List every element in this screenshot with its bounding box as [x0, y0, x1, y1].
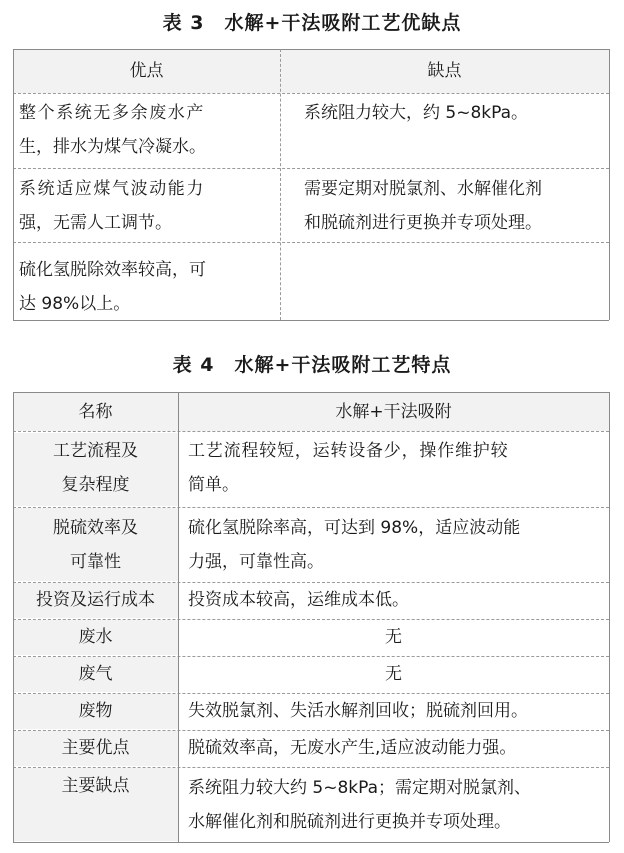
- table4-caption: 表 4 水解+干法吸附工艺特点: [172, 354, 452, 376]
- table3-pro-2: [13, 169, 280, 241]
- table4-rule: [13, 730, 609, 731]
- table3-right-border: [609, 49, 610, 320]
- table3-pro-2-line2: 强，无需人工调节。: [19, 213, 172, 233]
- table4-row8-value: [178, 768, 609, 841]
- table3-bottom-border: [13, 320, 609, 321]
- table4-row2-value-line2: 力强，可靠性高。: [188, 552, 324, 572]
- table4-header-value: 水解+干法吸附: [178, 393, 609, 431]
- table4-rule: [13, 431, 609, 432]
- table4-row2-name: [13, 508, 178, 581]
- table3-con-2: [280, 169, 609, 241]
- table4-row3-value: 投资成本较高，运维成本低。: [188, 590, 409, 610]
- table4-header-name: 名称: [13, 393, 178, 431]
- table3-rule: [13, 93, 609, 94]
- table3-header-cons: 缺点: [280, 50, 609, 93]
- table4-rule: [13, 582, 609, 583]
- table3-pro-3-line2: 达 98%以上。: [19, 294, 131, 314]
- table4-row1-name: [13, 433, 178, 506]
- table3-pro-1-line2: 生，排水为煤气冷凝水。: [19, 137, 206, 157]
- table4-rule: [13, 767, 609, 768]
- table4-row2-value-line1: 硫化氢脱除率高，可达到 98%，适应波动能: [188, 518, 521, 538]
- table4-row5-value: 无: [385, 664, 402, 684]
- table3-pro-1-line1: 整个系统无多余废水产: [19, 103, 205, 123]
- table4-row1-value-line2: 简单。: [188, 475, 239, 495]
- table4-row4-name: 废水: [13, 620, 178, 655]
- table4-rule: [13, 507, 609, 508]
- table4-row2-value: [178, 508, 609, 581]
- table4-top-border: [13, 392, 609, 393]
- table3-con-2-line2: 和脱硫剂进行更换并专项处理。: [304, 213, 542, 233]
- table4-row5-name: 废气: [13, 657, 178, 692]
- table4-row7-name: 主要优点: [13, 731, 178, 766]
- table4-left-border: [13, 392, 14, 842]
- table3-left-border: [13, 49, 14, 320]
- table3-rule: [13, 242, 609, 243]
- table4-bottom-border: [13, 842, 609, 843]
- table3-pro-2-line1: 系统适应煤气波动能力: [19, 179, 205, 199]
- table4-rule: [13, 693, 609, 694]
- table3-top-border: [13, 49, 609, 50]
- table4-row2-name-line2: 可靠性: [70, 552, 121, 572]
- table3-pro-3-line1: 硫化氢脱除效率较高，可: [19, 260, 206, 280]
- table4-right-border: [609, 392, 610, 842]
- table3-rule: [13, 168, 609, 169]
- table4-row2-name-line1: 脱硫效率及: [53, 518, 138, 538]
- table4-row1-name-line1: 工艺流程及: [53, 441, 138, 461]
- table4-mid-divider: [178, 392, 179, 842]
- table4-row1-value: [178, 433, 609, 506]
- table4-rule: [13, 656, 609, 657]
- table3-caption: 表 3 水解+干法吸附工艺优缺点: [162, 12, 462, 34]
- table4-row1-name-line2: 复杂程度: [61, 475, 130, 495]
- table3-header-pros: 优点: [13, 50, 280, 93]
- table4-rule: [13, 619, 609, 620]
- table3-pro-3: [13, 243, 280, 319]
- table4-row8-value-line2: 水解催化剂和脱硫剂进行更换并专项处理。: [188, 812, 511, 832]
- table4-row6-value: 失效脱氯剂、失活水解剂回收；脱硫剂回用。: [188, 701, 528, 721]
- table4-row8-value-line1: 系统阻力较大约 5~8kPa；需定期对脱氯剂、: [188, 778, 532, 798]
- table3-mid-divider: [280, 49, 281, 320]
- table4-row6-name: 废物: [13, 694, 178, 729]
- table4-row4-value: 无: [385, 627, 402, 647]
- table4-row3-name: 投资及运行成本: [13, 583, 178, 618]
- table3-con-1: [280, 95, 609, 167]
- table3-con-3-empty: [280, 243, 609, 319]
- table4-row7-value: 脱硫效率高，无废水产生,适应波动能力强。: [188, 738, 517, 758]
- table4-row1-value-line1: 工艺流程较短，运转设备少，操作维护较: [188, 441, 509, 461]
- table4-row8-name: 主要缺点: [13, 768, 178, 841]
- table3-pro-1: [13, 95, 280, 167]
- table3-con-2-line1: 需要定期对脱氯剂、水解催化剂: [304, 179, 542, 199]
- table3-con-1-line1: 系统阻力较大，约 5~8kPa。: [304, 103, 529, 123]
